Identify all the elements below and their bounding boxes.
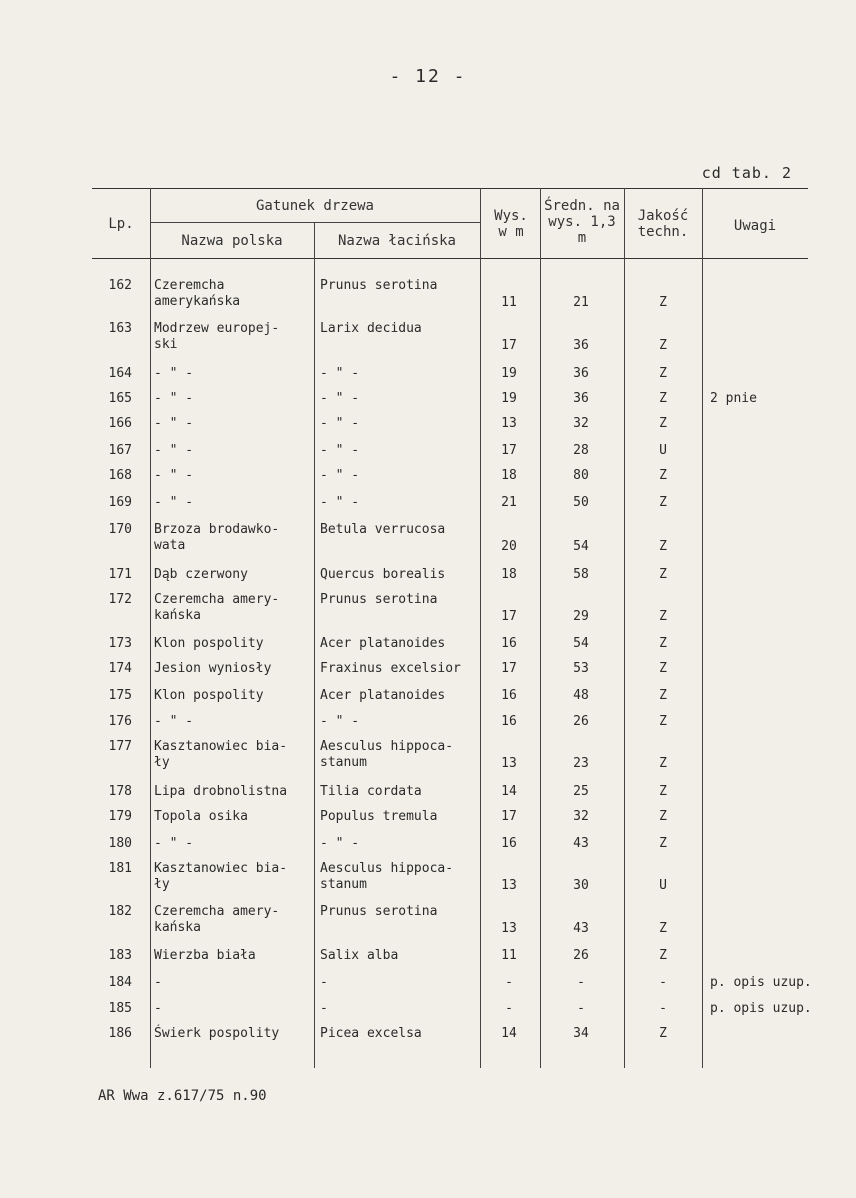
diameter-value: 30: [573, 878, 589, 893]
quality-value: -: [659, 975, 667, 990]
row-number: 178: [108, 784, 132, 799]
diameter-value: 21: [573, 295, 589, 310]
diameter-value: 53: [573, 661, 589, 676]
polish-name: - " -: [154, 495, 194, 510]
diameter-value: 36: [573, 391, 589, 406]
header-remarks: Uwagi: [733, 218, 777, 234]
row-number: 179: [108, 809, 132, 824]
height-value: 16: [501, 688, 517, 703]
polish-name: -: [154, 975, 162, 990]
height-value: 17: [501, 609, 517, 624]
quality-value: Z: [659, 661, 667, 676]
quality-value: Z: [659, 567, 667, 582]
quality-value: -: [659, 1001, 667, 1016]
latin-name: Picea excelsa: [320, 1026, 422, 1041]
row-number: 176: [108, 714, 132, 729]
row-number: 182: [108, 904, 132, 919]
diameter-value: 26: [573, 714, 589, 729]
diameter-value: 50: [573, 495, 589, 510]
polish-name: - " -: [154, 468, 194, 483]
height-value: 19: [501, 391, 517, 406]
row-number: 175: [108, 688, 132, 703]
height-value: 16: [501, 636, 517, 651]
archive-footer: AR Wwa z.617/75 n.90: [98, 1088, 267, 1104]
latin-name: - " -: [320, 416, 360, 431]
quality-value: Z: [659, 784, 667, 799]
remarks-value: p. opis uzup.: [710, 975, 812, 990]
height-value: 17: [501, 661, 517, 676]
polish-name: Czeremcha amery- kańska: [154, 592, 280, 623]
height-value: 13: [501, 921, 517, 936]
polish-name: - " -: [154, 391, 194, 406]
header-quality: Jakość techn.: [637, 208, 689, 240]
row-number: 183: [108, 948, 132, 963]
row-number: 171: [108, 567, 132, 582]
quality-value: Z: [659, 416, 667, 431]
row-number: 168: [108, 468, 132, 483]
latin-name: Aesculus hippoca- stanum: [320, 739, 454, 770]
quality-value: Z: [659, 756, 667, 771]
polish-name: Lipa drobnolistna: [154, 784, 288, 799]
height-value: 13: [501, 416, 517, 431]
polish-name: Topola osika: [154, 809, 248, 824]
species-subheader-rule: [150, 222, 480, 223]
row-number: 167: [108, 443, 132, 458]
height-value: 19: [501, 366, 517, 381]
quality-value: Z: [659, 338, 667, 353]
diameter-value: 32: [573, 809, 589, 824]
diameter-value: 54: [573, 539, 589, 554]
row-number: 185: [108, 1001, 132, 1016]
header-lp: Lp.: [108, 216, 134, 232]
height-value: 16: [501, 714, 517, 729]
diameter-value: 25: [573, 784, 589, 799]
diameter-value: 36: [573, 366, 589, 381]
quality-value: Z: [659, 1026, 667, 1041]
quality-value: Z: [659, 495, 667, 510]
height-value: -: [505, 1001, 513, 1016]
diameter-value: -: [577, 975, 585, 990]
row-number: 166: [108, 416, 132, 431]
diameter-value: 80: [573, 468, 589, 483]
height-value: 17: [501, 338, 517, 353]
polish-name: Czeremcha amery- kańska: [154, 904, 280, 935]
diameter-value: 32: [573, 416, 589, 431]
table-header-bottom-rule: [92, 258, 808, 259]
height-value: 20: [501, 539, 517, 554]
page-number: - 12 -: [389, 66, 467, 87]
polish-name: Kasztanowiec bia- ły: [154, 739, 288, 770]
row-number: 163: [108, 321, 132, 336]
diameter-value: 54: [573, 636, 589, 651]
table-top-rule: [92, 188, 808, 189]
column-divider: [702, 188, 703, 1068]
latin-name: Prunus serotina: [320, 592, 438, 607]
latin-name: Betula verrucosa: [320, 522, 446, 537]
quality-value: U: [659, 443, 667, 458]
quality-value: Z: [659, 539, 667, 554]
latin-name: - " -: [320, 836, 360, 851]
polish-name: Świerk pospolity: [154, 1026, 280, 1041]
row-number: 180: [108, 836, 132, 851]
height-value: 13: [501, 756, 517, 771]
header-diameter: Średn. na wys. 1,3 m: [544, 198, 620, 246]
diameter-value: 43: [573, 836, 589, 851]
quality-value: Z: [659, 609, 667, 624]
row-number: 174: [108, 661, 132, 676]
height-value: 18: [501, 468, 517, 483]
polish-name: Wierzba biała: [154, 948, 256, 963]
latin-name: -: [320, 975, 328, 990]
row-number: 169: [108, 495, 132, 510]
remarks-value: p. opis uzup.: [710, 1001, 812, 1016]
quality-value: Z: [659, 366, 667, 381]
polish-name: - " -: [154, 443, 194, 458]
polish-name: Klon pospolity: [154, 636, 264, 651]
latin-name: Salix alba: [320, 948, 399, 963]
polish-name: Klon pospolity: [154, 688, 264, 703]
polish-name: Dąb czerwony: [154, 567, 248, 582]
header-height: Wys. w m: [494, 208, 528, 240]
polish-name: Czeremcha amerykańska: [154, 278, 241, 309]
header-species-group: Gatunek drzewa: [255, 198, 374, 214]
latin-name: Prunus serotina: [320, 278, 438, 293]
row-number: 173: [108, 636, 132, 651]
diameter-value: 23: [573, 756, 589, 771]
height-value: 17: [501, 809, 517, 824]
diameter-value: 29: [573, 609, 589, 624]
latin-name: Quercus borealis: [320, 567, 446, 582]
latin-name: Tilia cordata: [320, 784, 422, 799]
diameter-value: 28: [573, 443, 589, 458]
latin-name: - " -: [320, 495, 360, 510]
quality-value: Z: [659, 948, 667, 963]
row-number: 165: [108, 391, 132, 406]
latin-name: - " -: [320, 391, 360, 406]
row-number: 186: [108, 1026, 132, 1041]
height-value: 16: [501, 836, 517, 851]
latin-name: - " -: [320, 366, 360, 381]
diameter-value: 34: [573, 1026, 589, 1041]
quality-value: Z: [659, 391, 667, 406]
latin-name: Prunus serotina: [320, 904, 438, 919]
latin-name: - " -: [320, 443, 360, 458]
polish-name: Brzoza brodawko- wata: [154, 522, 280, 553]
quality-value: U: [659, 878, 667, 893]
remarks-value: 2 pnie: [710, 391, 757, 406]
height-value: 18: [501, 567, 517, 582]
latin-name: Aesculus hippoca- stanum: [320, 861, 454, 892]
column-divider: [314, 222, 315, 1068]
polish-name: - " -: [154, 366, 194, 381]
quality-value: Z: [659, 714, 667, 729]
height-value: 14: [501, 1026, 517, 1041]
latin-name: -: [320, 1001, 328, 1016]
header-polish-name: Nazwa polska: [181, 233, 283, 249]
latin-name: Fraxinus excelsior: [320, 661, 461, 676]
column-divider: [480, 188, 481, 1068]
diameter-value: 26: [573, 948, 589, 963]
row-number: 184: [108, 975, 132, 990]
quality-value: Z: [659, 636, 667, 651]
row-number: 162: [108, 278, 132, 293]
column-divider: [150, 188, 151, 1068]
latin-name: Acer platanoides: [320, 636, 446, 651]
row-number: 172: [108, 592, 132, 607]
height-value: 14: [501, 784, 517, 799]
height-value: -: [505, 975, 513, 990]
latin-name: Acer platanoides: [320, 688, 446, 703]
quality-value: Z: [659, 809, 667, 824]
polish-name: Modrzew europej- ski: [154, 321, 280, 352]
diameter-value: 36: [573, 338, 589, 353]
polish-name: - " -: [154, 714, 194, 729]
quality-value: Z: [659, 921, 667, 936]
polish-name: Jesion wyniosły: [154, 661, 272, 676]
polish-name: Kasztanowiec bia- ły: [154, 861, 288, 892]
height-value: 21: [501, 495, 517, 510]
quality-value: Z: [659, 836, 667, 851]
header-latin-name: Nazwa łacińska: [337, 233, 456, 249]
diameter-value: 43: [573, 921, 589, 936]
diameter-value: 48: [573, 688, 589, 703]
quality-value: Z: [659, 468, 667, 483]
height-value: 17: [501, 443, 517, 458]
quality-value: Z: [659, 688, 667, 703]
latin-name: - " -: [320, 714, 360, 729]
diameter-value: -: [577, 1001, 585, 1016]
polish-name: -: [154, 1001, 162, 1016]
polish-name: - " -: [154, 836, 194, 851]
row-number: 177: [108, 739, 132, 754]
height-value: 11: [501, 948, 517, 963]
latin-name: Populus tremula: [320, 809, 438, 824]
height-value: 11: [501, 295, 517, 310]
diameter-value: 58: [573, 567, 589, 582]
table-continuation-label: cd tab. 2: [701, 164, 792, 182]
row-number: 181: [108, 861, 132, 876]
latin-name: - " -: [320, 468, 360, 483]
row-number: 164: [108, 366, 132, 381]
height-value: 13: [501, 878, 517, 893]
quality-value: Z: [659, 295, 667, 310]
latin-name: Larix decidua: [320, 321, 422, 336]
polish-name: - " -: [154, 416, 194, 431]
column-divider: [624, 188, 625, 1068]
row-number: 170: [108, 522, 132, 537]
